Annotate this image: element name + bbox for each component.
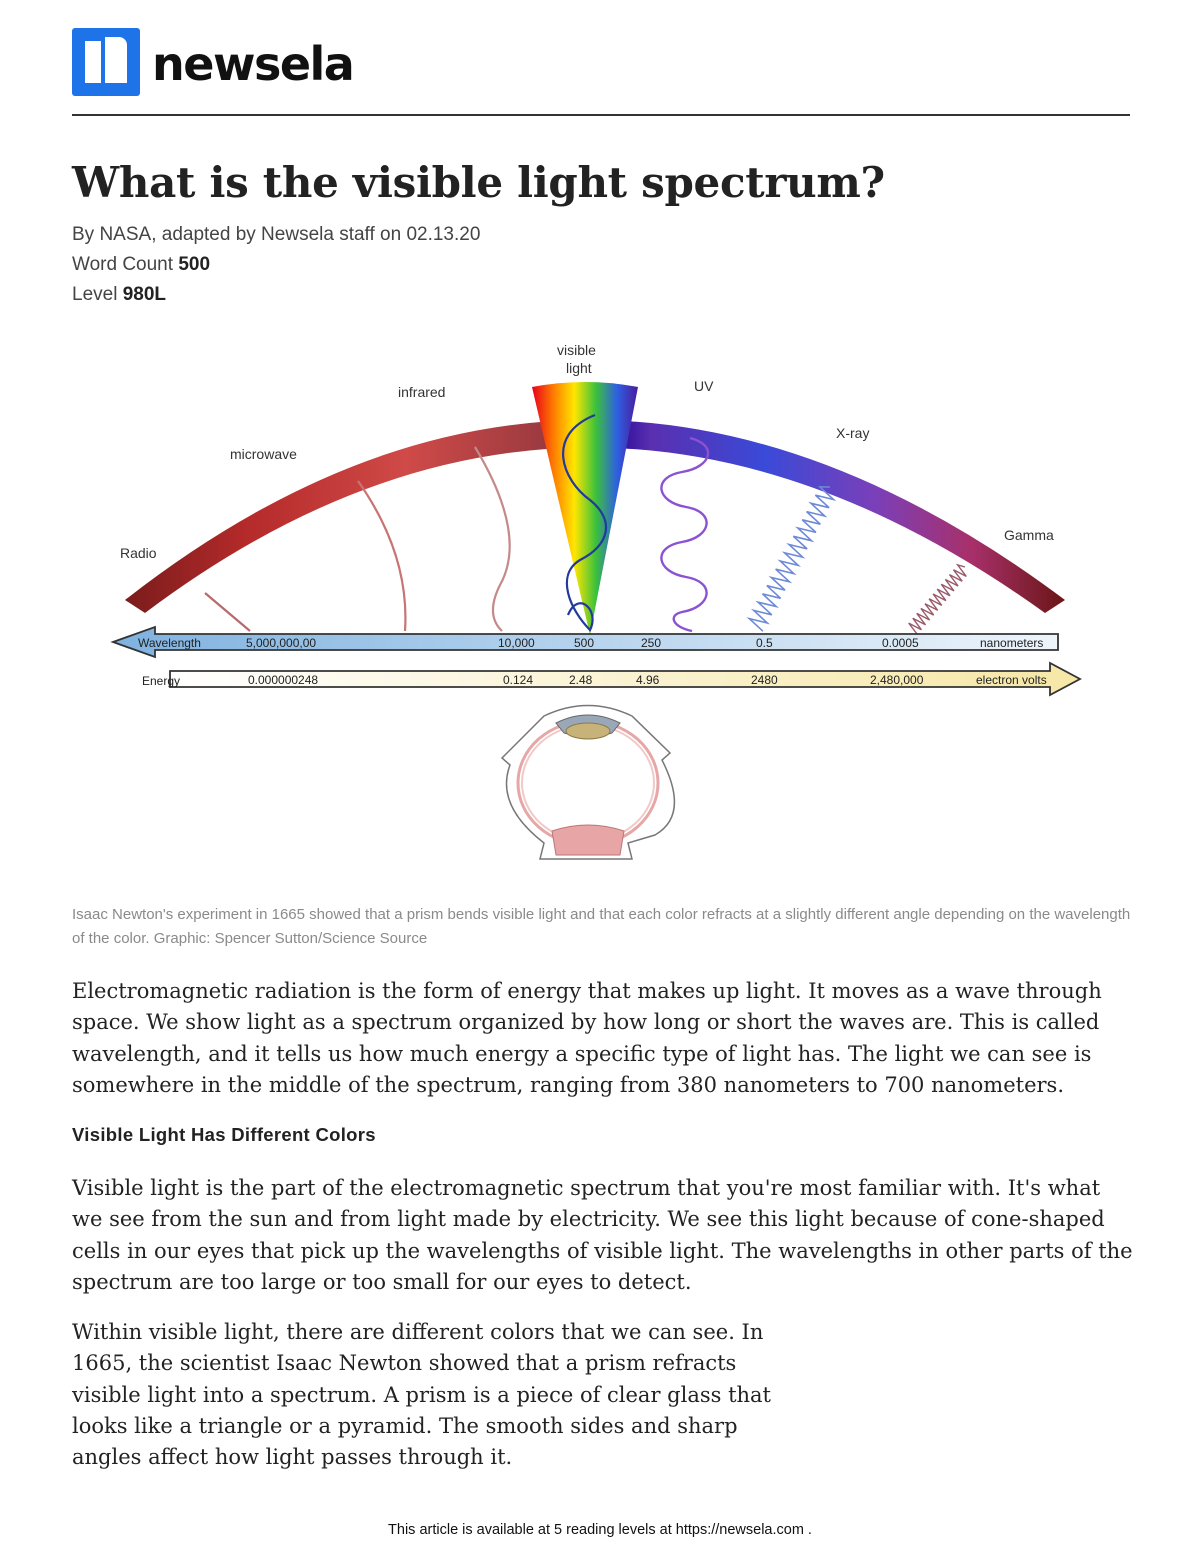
label-gamma: Gamma: [1004, 527, 1054, 543]
byline: By NASA, adapted by Newsela staff on 02.13.20: [72, 224, 481, 245]
energy-value: 0.124: [503, 673, 534, 687]
section-heading: Visible Light Has Different Colors: [72, 1124, 376, 1145]
paragraph-2: Visible light is the part of the electromagnetic spectrum that you're most familiar with. It's what we see from the sun and from light made by electricity. We see this light because of cone-shaped cells in our eyes that pick up the wavelengths of visible light. The wavelengths in other parts of the spectrum are too large or too small for our eyes to detect.: [72, 1176, 1133, 1294]
xray-zigzag: [749, 487, 833, 631]
energy-value: 4.96: [636, 673, 660, 687]
word-count-value: 500: [178, 254, 211, 275]
energy-value: 0.000000248: [248, 673, 319, 687]
uv-wave: [661, 438, 708, 631]
eye-icon: [502, 706, 674, 860]
figure-caption: Isaac Newton's experiment in 1665 showed that a prism bends visible light and that each color refracts at a slightly different angle depending on the wavelength of the color. Graphic: Spencer Sutton/Science Source: [72, 906, 1131, 947]
wavelength-unit: nanometers: [980, 636, 1044, 650]
word-count: [72, 253, 210, 277]
paragraph-3: Within visible light, there are different colors that we can see. In 1665, the scientist Isaac Newton showed that a prism refracts visible light into a spectrum. A prism is a piece of clear glass that looks like a triangle or a pyramid. The smooth sides and sharp angles affect how light passes through it.: [72, 1320, 771, 1470]
wavelength-value: 500: [574, 636, 595, 650]
newsela-logo-icon: [72, 28, 140, 96]
energy-unit: electron volts: [976, 673, 1047, 687]
radio-wave: [205, 593, 250, 631]
infrared-wave: [475, 447, 510, 631]
page-header: [72, 28, 1130, 116]
paragraph-1: Electromagnetic radiation is the form of energy that makes up light. It moves as a wave through space. We show light as a spectrum organized by how long or short the waves are. This is called wavelength, and it tells us how much energy a specific type of light has. The light we can see is somewhere in the middle of the spectrum, ranging from 380 nanometers to 700 nanometers.: [72, 979, 1102, 1097]
label-uv: UV: [694, 378, 714, 394]
article-title: What is the visible light spectrum?: [72, 158, 885, 207]
brand-name: newsela: [152, 37, 354, 91]
level-label: Level: [72, 284, 118, 305]
energy-value: 2480: [751, 673, 778, 687]
label-infrared: infrared: [398, 384, 446, 400]
label-microwave: microwave: [230, 446, 297, 462]
wavelength-value: 0.0005: [882, 636, 919, 650]
wavelength-value: 5,000,000,00: [246, 636, 317, 650]
energy-value: 2.48: [569, 673, 593, 687]
microwave-wave: [358, 481, 405, 631]
word-count-label: Word Count: [72, 254, 174, 275]
wavelength-value: 10,000: [498, 636, 535, 650]
level-value: 980L: [122, 284, 167, 305]
energy-value: 2,480,000: [870, 673, 924, 687]
wavelength-label: Wavelength: [138, 636, 201, 650]
spectrum-figure: [100, 335, 1100, 875]
label-light: light: [566, 360, 592, 376]
wavelength-value: 250: [641, 636, 662, 650]
label-radio: Radio: [120, 545, 157, 561]
energy-label: Energy: [142, 674, 181, 688]
label-xray: X-ray: [836, 425, 870, 441]
wavelength-value: 0.5: [756, 636, 773, 650]
reading-level: [72, 283, 166, 307]
label-visible: visible: [557, 342, 596, 358]
page-footer: This article is available at 5 reading levels at https://newsela.com .: [388, 1522, 812, 1538]
gamma-zigzag: [909, 565, 967, 635]
